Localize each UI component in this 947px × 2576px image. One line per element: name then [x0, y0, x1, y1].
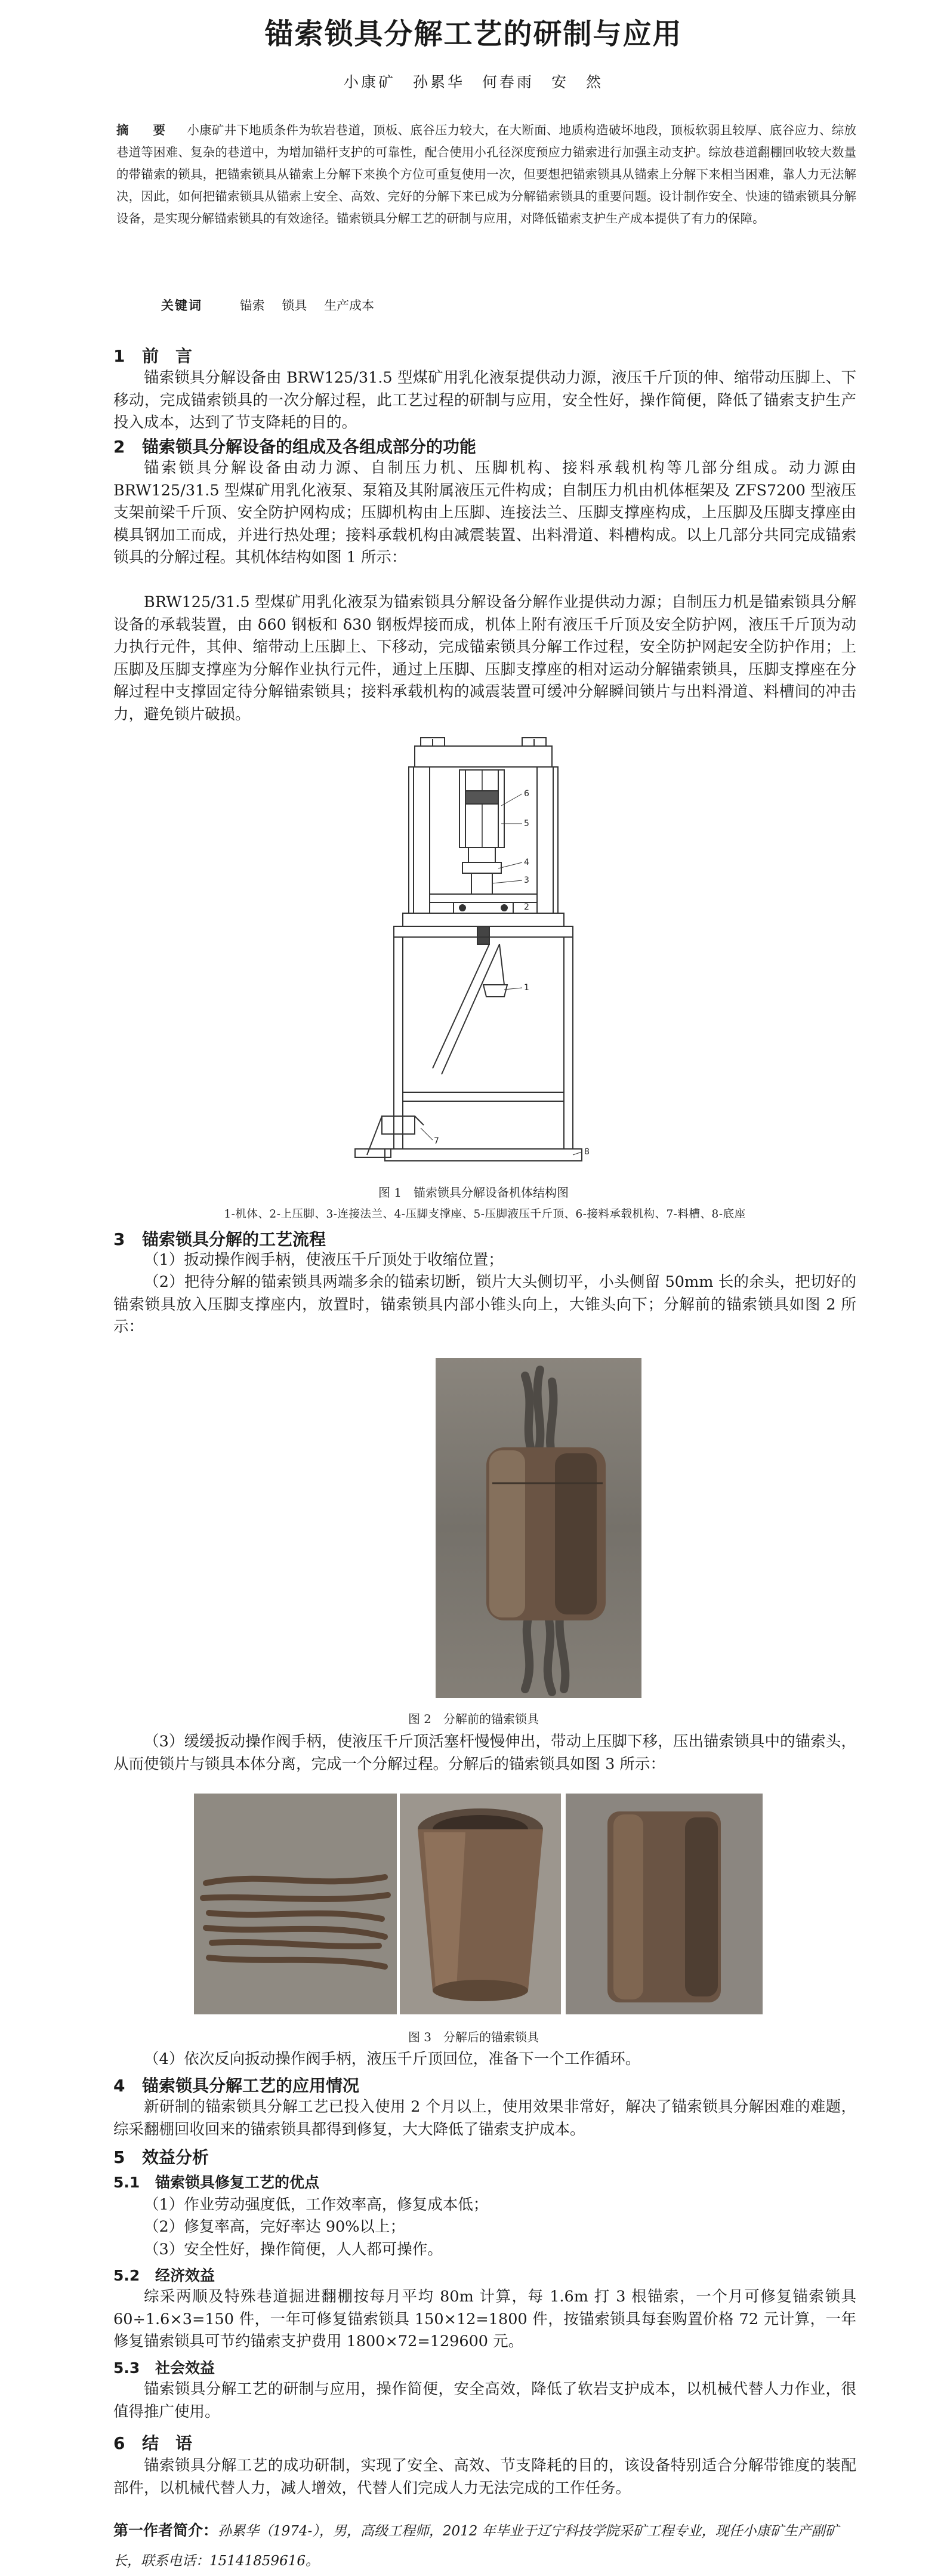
frame-right-column — [537, 767, 558, 913]
section-heading — [113, 1227, 326, 1250]
connecting-flange — [462, 862, 501, 873]
keywords — [161, 296, 818, 314]
section-number: 5 — [113, 2147, 125, 2167]
section-title: 前 言 — [142, 346, 193, 366]
paragraph: （2）把待分解的锚索锁具两端多余的锚索切断，锁片大头侧切平，小头侧留 50mm 长的余头，把切好的锚索锁具放入压脚支撑座内，放置时，锚索锁具内部小锥头向上，大锥头向下；分解前的锚索锁具如图 2 所示： — [113, 1273, 856, 1336]
subsection-number: 5.1 — [113, 2174, 140, 2191]
section-title: 效益分析 — [142, 2147, 209, 2167]
author-bio-text: 孙累华（1974-），男，高级工程师，2012 年毕业于辽宁科技学院采矿工程专业，现任小康矿生产副矿长，联系电话：15141859616。 — [113, 2523, 839, 2569]
figure-legend: 1-机体、2-上压脚、3-连接法兰、4-压脚支撑座、5-压脚液压千斤顶、6-接料承载机构、7-料槽、8-底座 — [224, 1208, 746, 1221]
diagram-label: 4 — [524, 858, 529, 867]
list-item: （3）安全性好，操作简便，人人都可操作。 — [144, 2241, 443, 2258]
section-title: 锚索锁具分解设备的组成及各组成部分的功能 — [142, 437, 477, 457]
section-title: 结 语 — [142, 2433, 193, 2453]
list-item: （1）作业劳动强度低，工作效率高，修复成本低； — [144, 2196, 489, 2214]
frame-top-plate — [415, 746, 552, 767]
paragraph: （4）依次反向扳动操作阀手柄，液压千斤顶回位，准备下一个工作循环。 — [144, 2050, 641, 2068]
abstract-label: 摘 要 — [116, 123, 172, 137]
keywords-label: 关键词 — [161, 298, 202, 313]
strand-pieces-photo — [194, 1794, 397, 2014]
feed-trough — [382, 1116, 415, 1134]
paragraph: 锚索锁具分解设备由 BRW125/31.5 型煤矿用乳化液泵提供动力源，液压千斤顶的伸、缩带动压脚上、下移动，完成锚索锁具的一次分解过程，此工艺过程的研制与应用，安全性好，操作简便，降低了锚索支护生产投入成本，达到了节支降耗的目的。 — [113, 369, 856, 432]
lock-sleeve-photo — [400, 1794, 561, 2014]
figure-caption: 图 3 分解后的锚索锁具 — [408, 2030, 539, 2044]
diagram-label: 2 — [524, 902, 529, 912]
abstract — [116, 119, 856, 230]
paragraph: 锚索锁具分解工艺的研制与应用，操作简便，安全高效，降低了软岩支护成本，以机械代替人力作业，很值得推广使用。 — [113, 2380, 856, 2421]
diagram-label: 3 — [524, 876, 529, 885]
list-item: （2）修复率高，完好率达 90%以上； — [144, 2218, 406, 2236]
anchor-lock-photo-before — [436, 1358, 641, 1698]
diagram-label: 7 — [434, 1136, 439, 1146]
subsection-title: 经济效益 — [155, 2267, 215, 2284]
frame-left-column — [409, 767, 430, 913]
lock-body-photo — [566, 1794, 763, 2014]
figure-caption: 图 2 分解前的锚索锁具 — [408, 1712, 539, 1726]
section-title: 锚索锁具分解的工艺流程 — [142, 1230, 326, 1249]
section-heading — [113, 343, 192, 367]
subsection-heading — [113, 2171, 319, 2192]
section-heading — [113, 2144, 209, 2168]
diagram-label: 5 — [524, 819, 529, 828]
paragraph: 新研制的锚索锁具分解工艺已投入使用 2 个月以上，使用效果非常好，解决了锚索锁具分解困难的难题，综采翻棚回收回来的锚索锁具都得到修复，大大降低了锚索支护成本。 — [113, 2098, 856, 2139]
diagram-label: 8 — [584, 1147, 590, 1157]
keyword: 生产成本 — [324, 298, 375, 313]
figure-caption: 图 1 锚索锁具分解设备机体结构图 — [378, 1185, 569, 1200]
diagram-label: 6 — [524, 789, 529, 799]
authors: 小康矿 孙累华 何春雨 安 然 — [343, 73, 603, 91]
paragraph: （1）扳动操作阀手柄，使液压千斤顶处于收缩位置； — [144, 1251, 504, 1269]
paragraph: BRW125/31.5 型煤矿用乳化液泵为锚索锁具分解设备分解作业提供动力源；自制压力机是锚索锁具分解设备的承载装置，由 δ60 钢板和 δ30 钢板焊接而成，机体上附有液压千斤顶及安全防护网，液压千斤顶为动力执行元件，其伸、缩带动上压脚上、下移动，完成锚索锁具分解工作过程，安全防护网起安全防护作用；上压脚及压脚支撑座为分解作业执行元件，通过上压脚、压脚支撑座的相对运动分解锚索锁具，压脚支撑座在分解过程中支撑固定待分解锚索锁具；接料承载机构的减震装置可缓冲分解瞬间锁片与出料滑道、料槽间的冲击力，避免锁片破损。 — [113, 593, 856, 723]
subsection-number: 5.2 — [113, 2267, 140, 2284]
diagram-label: 1 — [524, 983, 529, 993]
section-number: 6 — [113, 2433, 125, 2453]
section-number: 3 — [113, 1230, 125, 1249]
base — [385, 1149, 582, 1161]
section-heading — [113, 2073, 359, 2097]
author-bio — [113, 2516, 856, 2576]
section-number: 1 — [113, 346, 125, 366]
section-number: 2 — [113, 437, 125, 457]
subsection-title: 锚索锁具修复工艺的优点 — [155, 2174, 320, 2191]
subsection-heading — [113, 2356, 215, 2378]
subsection-title: 社会效益 — [155, 2359, 215, 2377]
paragraph: 锚索锁具分解设备由动力源、自制压力机、压脚机构、接料承载机构等几部分组成。动力源由 BRW125/31.5 型煤矿用乳化液泵、泵箱及其附属液压元件构成；自制压力机由机体框架及 ZFS7200 型液压支架前梁千斤顶、安全防护网构成；压脚机构由上压脚、连接法兰、压脚支撑座构成，上压脚及压脚支撑座由模具钢加工而成，并进行热处理；接料承载机构由减震装置、出料滑道、料槽构成。以上几部分共同完成锚索锁具的分解过程。其机体结构如图 1 所示： — [113, 459, 856, 566]
paragraph: 综采两顺及特殊巷道掘进翻棚按每月平均 80m 计算，每 1.6m 打 3 根锚索，一个月可修复锚索锁具 60÷1.6×3=150 件，一年可修复锚索锁具 150×12=1800 件，按锚索锁具每套购置价格 72 元计算，一年修复锚索锁具可节约锚索支护费用 1800×72=129600 元。 — [113, 2288, 856, 2350]
keyword: 锁具 — [282, 298, 307, 313]
abstract-text: 小康矿井下地质条件为软岩巷道，顶板、底谷压力较大，在大断面、地质构造破坏地段，顶板软弱且较厚、底谷应力、综放巷道等困难、复杂的巷道中，为增加锚杆支护的可靠性，配合使用小孔径深度预应力锚索进行加强主动支护。综放巷道翻棚回收较大数量的带锚索的锁具，把锚索锁具从锚索上分解下来换个方位可重复使用一次，但要想把锚索锁具从锚索上分解下来相当困难，靠人力无法解决，因此，如何把锚索锁具从锚索上安全、高效、完好的分解下来已成为分解锚索锁具的重要问题。设计制作安全、快速的锚索锁具分解设备，是实现分解锚索锁具的有效途径。锚索锁具分解工艺的研制与应用，对降低锚索支护生产成本提供了有力的保障。 — [116, 123, 857, 226]
subsection-heading — [113, 2264, 215, 2285]
keyword: 锚索 — [239, 298, 265, 313]
machine-structure-diagram — [343, 734, 618, 1170]
press-foot-support — [403, 913, 564, 926]
author-bio-label: 第一作者简介： — [113, 2522, 218, 2539]
section-number: 4 — [113, 2076, 125, 2096]
paper-title: 锚索锁具分解工艺的研制与应用 — [264, 17, 683, 51]
section-heading — [113, 2430, 192, 2454]
section-title: 锚索锁具分解工艺的应用情况 — [142, 2076, 360, 2096]
section-heading — [113, 434, 476, 458]
paragraph: 锚索锁具分解工艺的成功研制，实现了安全、高效、节支降耗的目的，该设备特别适合分解带锥度的装配部件，以机械代替人力，减人增效，代替人们完成人力无法完成的工作任务。 — [113, 2457, 856, 2497]
subsection-number: 5.3 — [113, 2359, 140, 2377]
paragraph: （3）缓缓扳动操作阀手柄，使液压千斤顶活塞杆慢慢伸出，带动上压脚下移，压出锚索锁具中的锚索头，从而使锁片与锁具本体分离，完成一个分解过程。分解后的锚索锁具如图 3 所示： — [113, 1733, 856, 1773]
upper-press-foot — [471, 873, 492, 894]
